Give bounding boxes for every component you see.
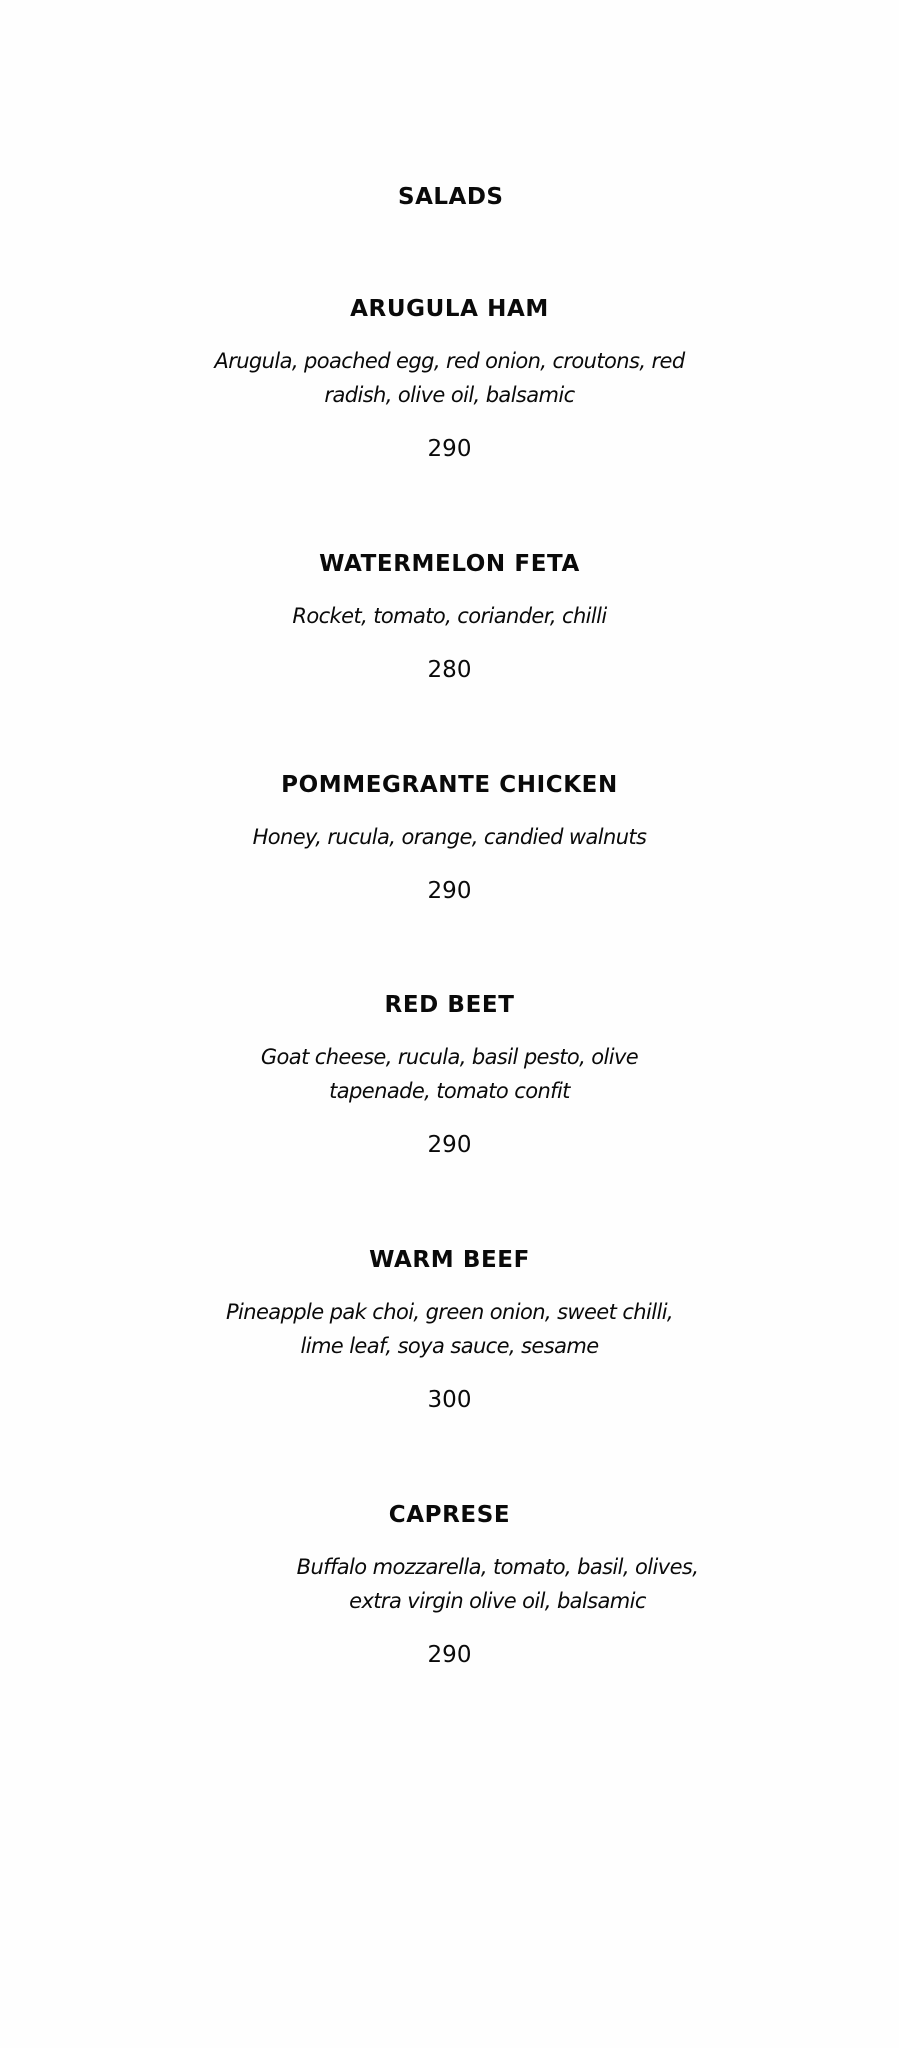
item-name: CAPRESE [388,1502,511,1528]
menu-item-red-beet [0,990,899,1160]
item-description: Arugula, poached egg, red onion, croutons, red radish, olive oil, balsamic [214,349,685,407]
item-price: 290 [427,1642,472,1668]
menu-item-warm-beef [0,1245,899,1415]
item-description: Honey, rucula, orange, candied walnuts [252,825,647,849]
item-price: 290 [427,1132,472,1158]
menu-item-arugula-ham [0,294,899,464]
item-name: WATERMELON FETA [319,551,580,577]
section-title: SALADS [398,184,504,210]
item-name: POMMEGRANTE CHICKEN [281,772,618,798]
item-name: RED BEET [384,992,515,1018]
item-name: ARUGULA HAM [350,296,549,322]
item-description: Rocket, tomato, coriander, chilli [292,604,607,628]
menu-item-caprese [0,1500,899,1670]
item-price: 300 [427,1387,472,1413]
item-price: 290 [427,436,472,462]
item-description: Pineapple pak choi, green onion, sweet chilli, lime leaf, soya sauce, sesame [225,1300,674,1358]
item-description: Goat cheese, rucula, basil pesto, olive tapenade, tomato confit [260,1045,639,1103]
menu-item-watermelon-feta [0,549,899,685]
menu-item-pommegrante-chicken [0,770,899,906]
item-price: 290 [427,878,472,904]
item-name: WARM BEEF [369,1247,530,1273]
item-price: 280 [427,657,472,683]
item-description: Buffalo mozzarella, tomato, basil, olives, extra virgin olive oil, balsamic [296,1555,699,1613]
